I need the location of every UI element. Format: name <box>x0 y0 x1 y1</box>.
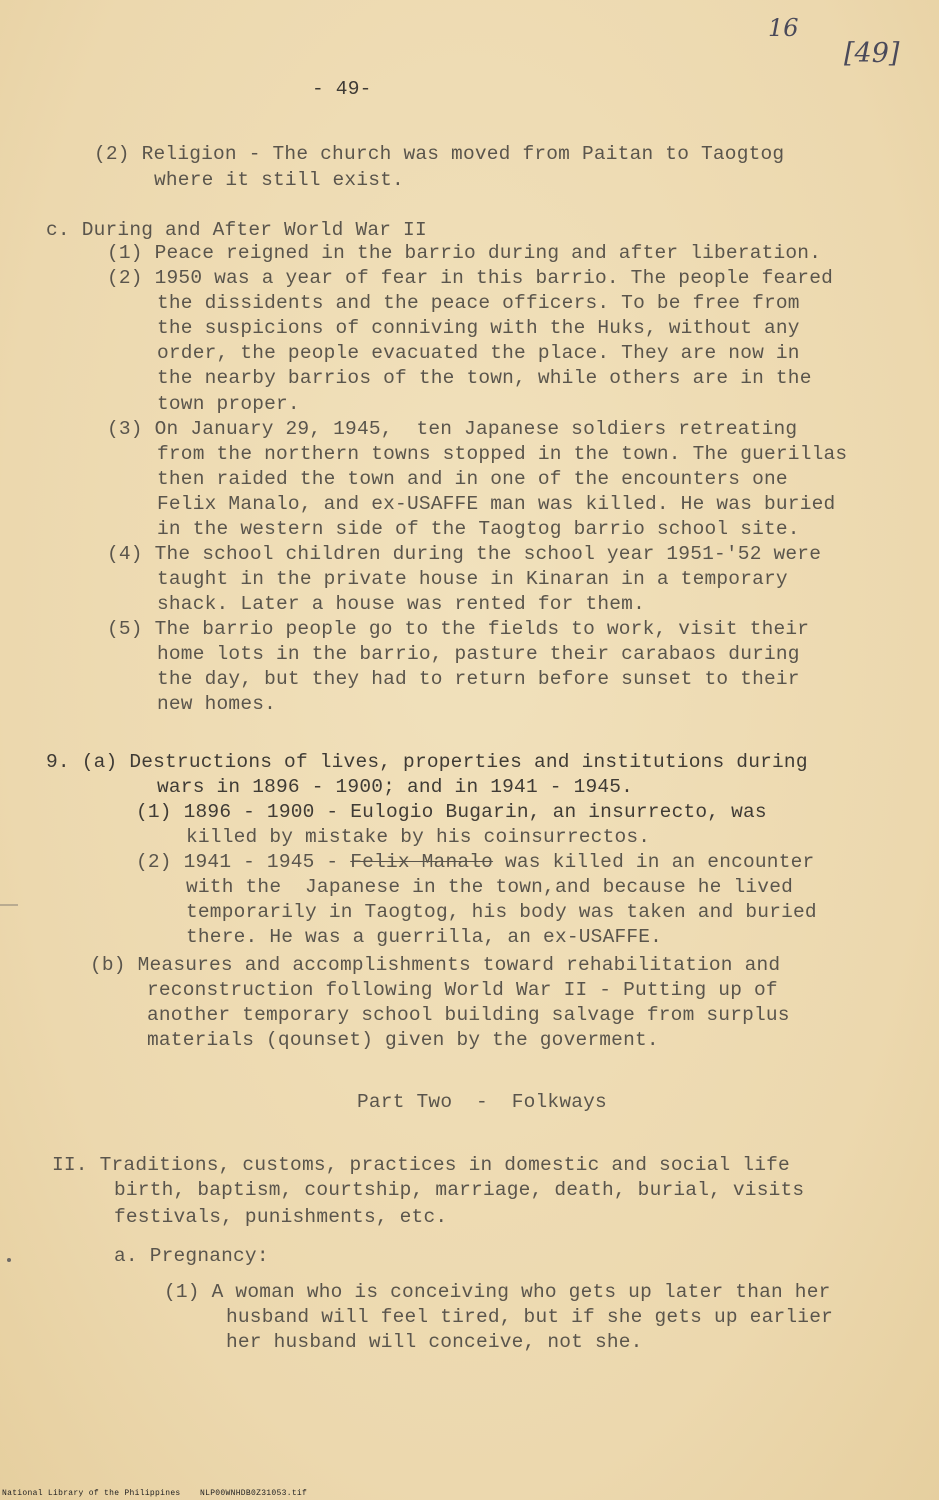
struck-name: Felix Manalo <box>350 851 494 873</box>
margin-mark <box>0 904 18 906</box>
c5-line-1: (5) The barrio people go to the fields to work, visit their <box>107 618 810 640</box>
nine-a-line-2: wars in 1896 - 1900; and in 1941 - 1945. <box>157 776 634 798</box>
c4-line-1: (4) The school children during the school year 1951-'52 were <box>107 543 822 565</box>
pregnancy-1-line-1: (1) A woman who is conceiving who gets up later than her <box>164 1281 831 1303</box>
eleven-line-1: II. Traditions, customs, practices in domestic and social life <box>52 1154 790 1176</box>
handwritten-number: 16 <box>768 14 799 42</box>
nine-a2-suffix: was killed in an encounter <box>493 851 815 873</box>
pregnancy-1-line-3: her husband will conceive, not she. <box>226 1331 643 1353</box>
nine-b-line-4: materials (qounset) given by the goverment. <box>147 1029 659 1051</box>
religion-line-2: where it still exist. <box>154 169 404 191</box>
c3-line-5: in the western side of the Taogtog barrio school site. <box>157 518 800 540</box>
c2-line-5: the nearby barrios of the town, while others are in the <box>157 367 812 389</box>
c2-line-1: (2) 1950 was a year of fear in this barrio. The people feared <box>107 267 834 289</box>
nine-a1-line-2: killed by mistake by his coinsurrectos. <box>186 826 651 848</box>
c2-line-6: town proper. <box>157 393 300 415</box>
c3-line-3: then raided the town and in one of the encounters one <box>157 468 788 490</box>
c5-line-3: the day, but they had to return before sunset to their <box>157 668 800 690</box>
part-two-heading: Part Two - Folkways <box>357 1091 607 1113</box>
handwritten-page-ref: [49] <box>844 38 900 69</box>
pregnancy-heading: a. Pregnancy: <box>114 1245 269 1267</box>
nine-b-line-3: another temporary school building salvage from surplus <box>147 1004 790 1026</box>
nine-b-line-2: reconstruction following World War II - Putting up of <box>147 979 778 1001</box>
religion-line-1: (2) Religion - The church was moved from Paitan to Taogtog <box>94 143 785 165</box>
eleven-line-2: birth, baptism, courtship, marriage, death, burial, visits <box>114 1179 805 1201</box>
nine-b-line-1: (b) Measures and accomplishments toward rehabilitation and <box>90 954 781 976</box>
ink-speck <box>7 1258 11 1262</box>
footer-library: National Library of the Philippines <box>2 1489 181 1498</box>
c4-line-3: shack. Later a house was rented for them. <box>157 593 645 615</box>
nine-a-line-1: 9. (a) Destructions of lives, properties and institutions during <box>46 751 808 773</box>
nine-a2-line-2: with the Japanese in the town,and because he lived <box>186 876 793 898</box>
c1-line: (1) Peace reigned in the barrio during and after liberation. <box>107 242 822 264</box>
nine-a2-line-1 <box>136 850 814 875</box>
c3-line-1: (3) On January 29, 1945, ten Japanese soldiers retreating <box>107 418 798 440</box>
c2-line-3: the suspicions of conniving with the Huks, without any <box>157 317 800 339</box>
nine-a1-line-1: (1) 1896 - 1900 - Eulogio Bugarin, an insurrecto, was <box>136 801 767 823</box>
nine-a2-line-4: there. He was a guerrilla, an ex-USAFFE. <box>186 926 663 948</box>
pregnancy-1-line-2: husband will feel tired, but if she gets up earlier <box>226 1306 833 1328</box>
section-c-heading: c. During and After World War II <box>46 219 427 241</box>
eleven-line-3: festivals, punishments, etc. <box>114 1206 448 1228</box>
c3-line-2: from the northern towns stopped in the town. The guerillas <box>157 443 848 465</box>
footer-filename: NLP00WNHDB0Z31053.tif <box>200 1489 308 1498</box>
c2-line-2: the dissidents and the peace officers. To be free from <box>157 292 800 314</box>
c4-line-2: taught in the private house in Kinaran in a temporary <box>157 568 788 590</box>
c2-line-4: order, the people evacuated the place. They are now in <box>157 342 800 364</box>
c5-line-4: new homes. <box>157 693 277 715</box>
nine-a2-prefix: (2) 1941 - 1945 - <box>136 851 351 873</box>
nine-a2-line-3: temporarily in Taogtog, his body was taken and buried <box>186 901 817 923</box>
page-number: - 49- <box>312 78 372 100</box>
c3-line-4: Felix Manalo, and ex-USAFFE man was killed. He was buried <box>157 493 836 515</box>
c5-line-2: home lots in the barrio, pasture their carabaos during <box>157 643 800 665</box>
